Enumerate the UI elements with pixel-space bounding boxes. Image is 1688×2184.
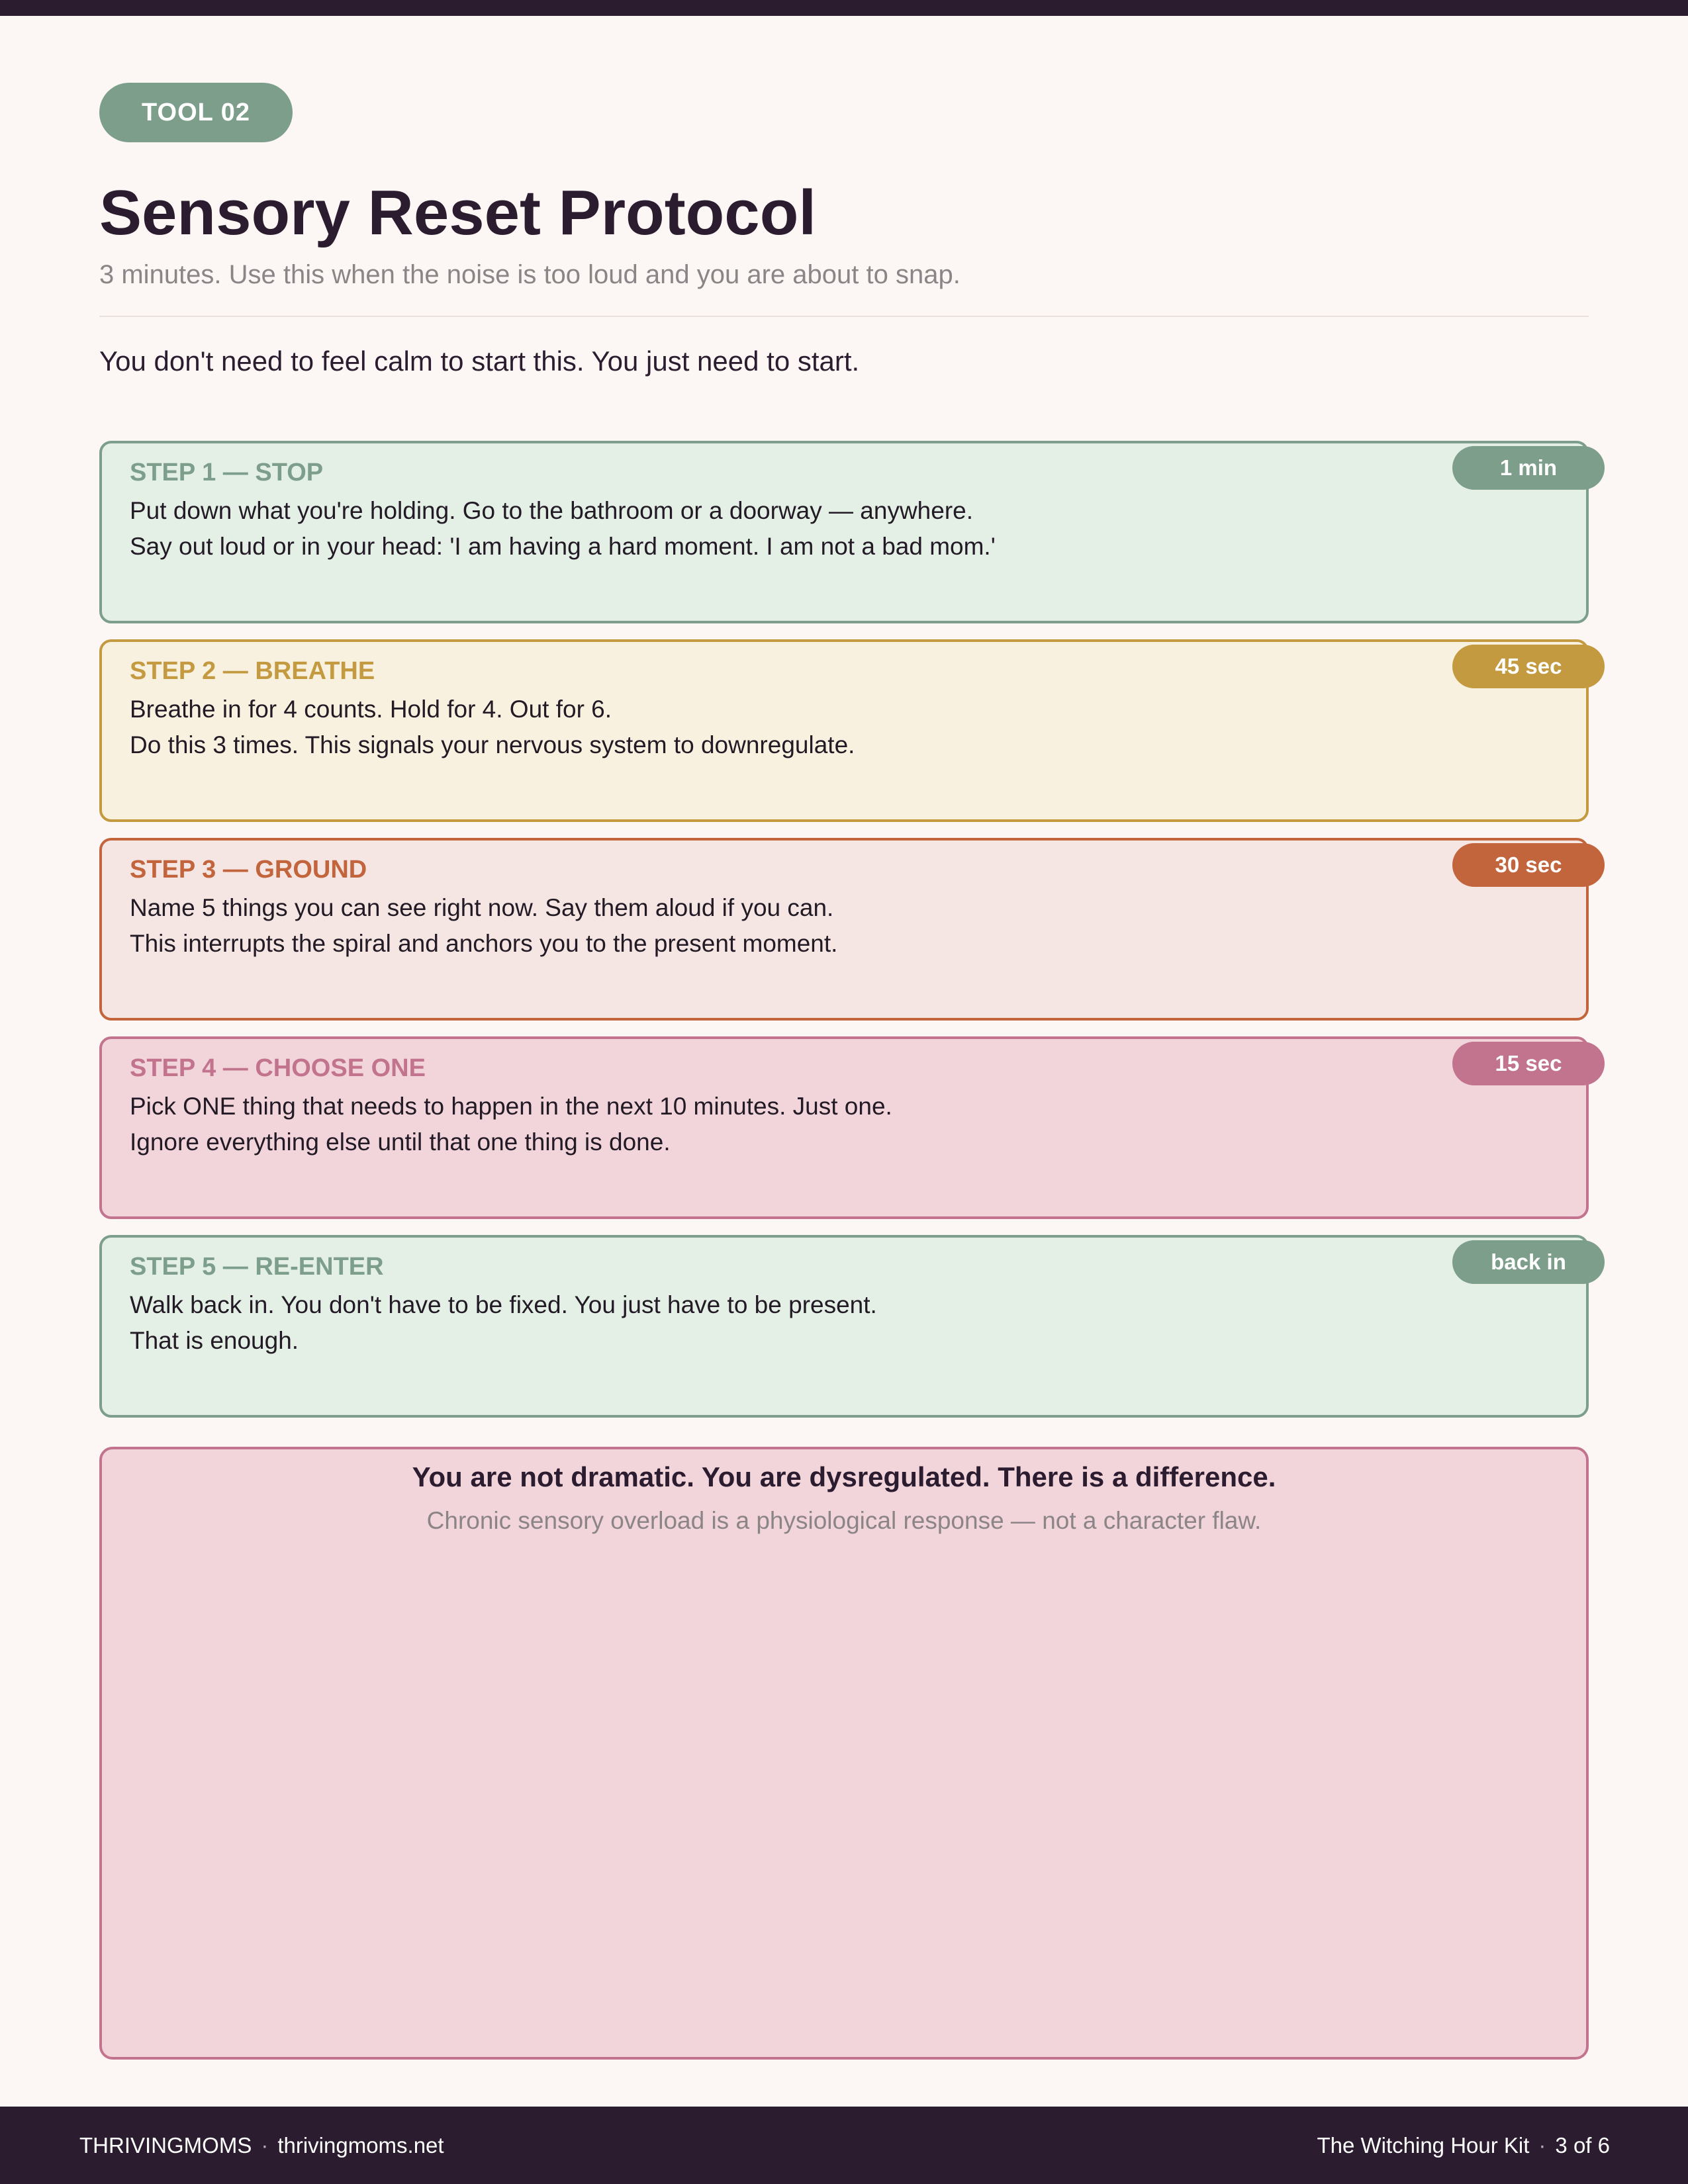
step-title: STEP 4 — CHOOSE ONE	[130, 1054, 426, 1082]
callout-subtitle: Chronic sensory overload is a physiological response — not a character flaw.	[426, 1507, 1262, 1534]
step-title: STEP 3 — GROUND	[130, 856, 367, 884]
step-text-line: Name 5 things you can see right now. Say them aloud if you can.	[130, 894, 834, 921]
step-title: STEP 2 — BREATHE	[130, 657, 375, 685]
time-badge: 30 sec	[1452, 843, 1605, 887]
callout-box	[99, 1447, 1589, 2060]
footer-separator: ·	[261, 2133, 269, 2158]
footer-page-number: 3 of 6	[1555, 2133, 1610, 2158]
time-badge: 45 sec	[1452, 645, 1605, 688]
footer-kit-name: The Witching Hour Kit	[1317, 2133, 1530, 2158]
time-badge: 1 min	[1452, 446, 1605, 490]
step-text-line: That is enough.	[130, 1327, 299, 1354]
footer-brand: THRIVINGMOMS	[79, 2133, 252, 2158]
page-subtitle: 3 minutes. Use this when the noise is too loud and you are about to snap.	[99, 260, 961, 289]
step-text-line: Ignore everything else until that one thing is done.	[130, 1128, 671, 1156]
step-text-line: Breathe in for 4 counts. Hold for 4. Out for 6.	[130, 696, 612, 723]
callout-title: You are not dramatic. You are dysregulated. There is a difference.	[412, 1461, 1276, 1492]
step-card-breathe	[99, 639, 1589, 822]
page-title: Sensory Reset Protocol	[99, 177, 816, 248]
intro-text: You don't need to feel calm to start this. You just need to start.	[99, 345, 860, 377]
time-badge: 15 sec	[1452, 1042, 1605, 1085]
tool-badge: TOOL 02	[99, 83, 293, 142]
footer	[0, 2107, 1688, 2184]
footer-left	[79, 2107, 444, 2184]
step-text-line: This interrupts the spiral and anchors you to the present moment.	[130, 930, 838, 957]
step-card-re-enter	[99, 1235, 1589, 1418]
step-card-ground	[99, 838, 1589, 1021]
step-title: STEP 5 — RE-ENTER	[130, 1253, 384, 1281]
step-card-stop	[99, 441, 1589, 623]
step-title: STEP 1 — STOP	[130, 459, 324, 486]
step-text-line: Say out loud or in your head: 'I am having a hard moment. I am not a bad mom.'	[130, 533, 996, 560]
step-text-line: Walk back in. You don't have to be fixed. You just have to be present.	[130, 1291, 877, 1318]
step-text-line: Pick ONE thing that needs to happen in the next 10 minutes. Just one.	[130, 1093, 892, 1120]
footer-right	[1317, 2107, 1610, 2184]
footer-separator: ·	[1538, 2133, 1546, 2158]
top-accent-bar	[0, 0, 1688, 16]
footer-url[interactable]: thrivingmoms.net	[277, 2133, 444, 2158]
step-card-choose-one	[99, 1036, 1589, 1219]
step-text-line: Do this 3 times. This signals your nervous system to downregulate.	[130, 731, 855, 758]
step-text-line: Put down what you're holding. Go to the bathroom or a doorway — anywhere.	[130, 497, 974, 524]
time-badge: back in	[1452, 1240, 1605, 1284]
divider	[99, 316, 1589, 317]
